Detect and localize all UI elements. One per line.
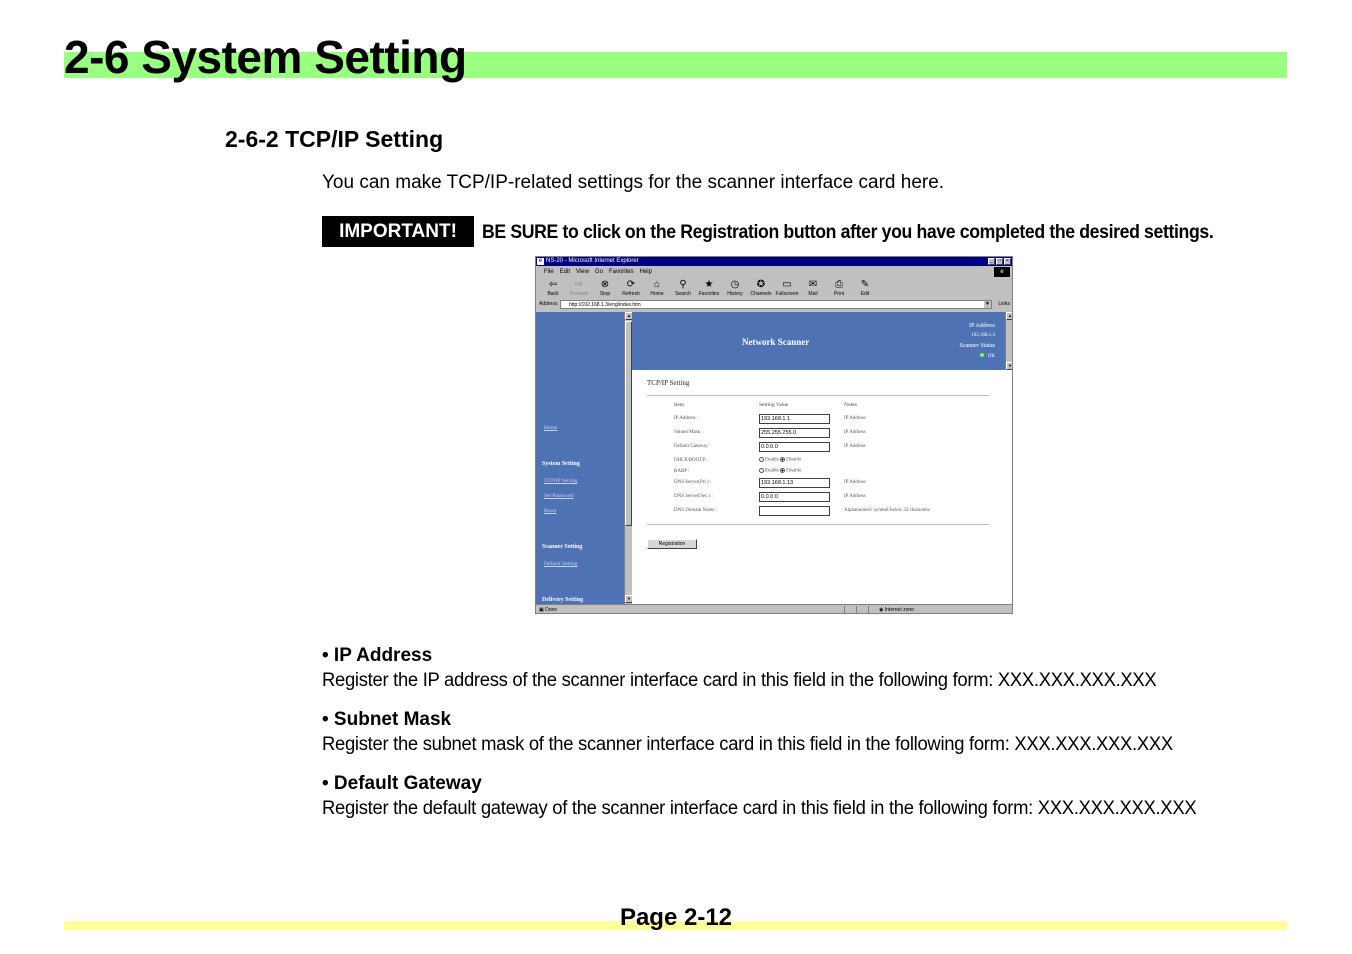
ie-logo-icon: e [994, 267, 1010, 277]
important-badge: IMPORTANT! [322, 216, 474, 247]
sidebar-link-home[interactable]: Home [544, 425, 558, 431]
divider [647, 395, 989, 396]
status-zone: ◉ Internet zone [879, 607, 914, 613]
scroll-down-icon[interactable]: ▼ [625, 595, 633, 603]
field-description: Register the subnet mask of the scanner interface card in this field in the following form: XXX.XXX.XXX.XXX [322, 734, 1173, 755]
browser-toolbar [540, 279, 878, 299]
form-row-dns-domain: DNS Domain Name : Alphanumeric symbol/below 32 characters [632, 505, 1013, 517]
toolbar-forward-button[interactable]: ⇨ Forward [566, 279, 592, 299]
column-setting-value: Setting Value [759, 402, 789, 408]
sidebar-link-reset[interactable]: Reset [544, 508, 557, 514]
banner-ip-label: IP Address [969, 323, 995, 329]
page-number: Page 2-12 [619, 904, 733, 931]
address-value: http://192.168.1.3/eng/index.htm [569, 302, 641, 308]
sidebar-link-tcpip[interactable]: TCP/IP Setting [544, 478, 578, 484]
browser-menubar [536, 267, 1012, 277]
banner-title: Network Scanner [742, 337, 810, 347]
page-icon: ▣ [539, 607, 544, 613]
status-divider [868, 606, 869, 614]
ip-address-input[interactable]: 192.168.1.1 [759, 414, 830, 424]
favorites-icon: ★ [704, 279, 714, 290]
form-row-dns-primary: DNS Server(Pri.) : 192.168.1.13 IP Address [674, 480, 866, 486]
status-divider [856, 606, 857, 614]
field-description: Register the default gateway of the scanner interface card in this field in the following form: XXX.XXX.XXX.XXX [322, 798, 1197, 819]
registration-button[interactable]: Registration [647, 539, 697, 549]
sidebar-heading-system: System Setting [542, 461, 580, 467]
browser-screenshot [535, 256, 1013, 614]
toolbar-refresh-button[interactable]: ⟳ Refresh [618, 279, 644, 299]
field-subnet-mask [322, 709, 1199, 756]
dhcp-radio-group: Enable Disable [759, 457, 801, 463]
search-icon: ⚲ [679, 279, 687, 290]
dns-primary-input[interactable]: 192.168.1.13 [759, 478, 830, 488]
field-title: • IP Address [322, 645, 433, 666]
rarp-radio-group: Enable Disable [759, 468, 801, 474]
rarp-disable-radio[interactable] [780, 468, 785, 473]
toolbar-favorites-button[interactable]: ★ Favorites [696, 279, 722, 299]
dns-secondary-input[interactable]: 0.0.0.0 [759, 492, 830, 502]
form-row-dhcp-bootp: DHCP/BOOTP : Enable Disable [674, 457, 802, 463]
toolbar-edit-button[interactable]: ✎ Edit [852, 279, 878, 299]
mail-icon: ✉ [808, 279, 818, 290]
menu-edit[interactable]: Edit [559, 269, 571, 275]
scanner-banner [632, 312, 1005, 370]
dns-domain-input[interactable] [759, 506, 830, 516]
menu-help[interactable]: Help [639, 269, 652, 275]
chevron-down-icon[interactable]: ▼ [985, 301, 990, 307]
banner-status-label: Scanner Status [959, 343, 995, 349]
section-title: 2-6-2 TCP/IP Setting [225, 126, 444, 152]
sidebar-link-default-setting[interactable]: Default Setting [544, 561, 578, 567]
banner-ip-value: 192.168.1.3 [971, 333, 995, 338]
toolbar-fullscreen-button[interactable]: ▭ Fullscreen [775, 279, 799, 297]
default-gateway-input[interactable]: 0.0.0.0 [759, 442, 830, 452]
dhcp-disable-radio[interactable] [780, 457, 785, 462]
print-icon: ⎙ [835, 279, 843, 290]
globe-icon: ◉ [879, 607, 884, 613]
edit-icon: ✎ [860, 279, 870, 290]
form-row-ip-address: IP Address : 192.168.1.1 IP Address [674, 416, 866, 422]
form-heading: TCP/IP Setting [647, 379, 690, 387]
toolbar-mail-button[interactable]: ✉ Mail [800, 279, 826, 299]
status-ok-icon [980, 353, 984, 357]
minimize-icon[interactable]: _ [988, 258, 995, 265]
sidebar-heading-scanner: Scanner Setting [542, 544, 583, 550]
important-text: BE SURE to click on the Registration button after you have completed the desired settings. [482, 222, 1214, 243]
intro-text: You can make TCP/IP-related settings for the scanner interface card here. [322, 172, 945, 193]
toolbar-home-button[interactable]: ⌂ Home [644, 279, 670, 299]
form-row-rarp: RARP : Enable Disable [674, 468, 802, 474]
tcpip-form [632, 370, 1013, 604]
menu-view[interactable]: View [576, 269, 589, 275]
column-notes: Notes [844, 402, 857, 408]
window-buttons [988, 258, 1011, 265]
form-row-default-gateway: Default Gateway : 0.0.0.0 IP Address [674, 444, 866, 450]
toolbar-search-button[interactable]: ⚲ Search [670, 279, 696, 299]
scroll-up-icon[interactable]: ▲ [625, 312, 633, 320]
address-input[interactable] [560, 300, 992, 309]
dhcp-enable-radio[interactable] [759, 457, 764, 462]
maximize-icon[interactable]: □ [997, 258, 1002, 264]
toolbar-history-button[interactable]: ◷ History [722, 279, 748, 299]
field-title: • Subnet Mask [322, 709, 452, 730]
channels-icon: ✪ [756, 279, 766, 290]
divider [647, 524, 989, 525]
field-default-gateway [322, 773, 1223, 820]
sidebar-heading-delivery: Delivery Setting [542, 597, 584, 603]
form-row-dns-secondary: DNS Server(Sec.) : 0.0.0.0 IP Address [674, 494, 866, 500]
scroll-up-icon[interactable]: ▲ [1006, 312, 1013, 320]
links-button[interactable]: Links [998, 301, 1010, 307]
menu-go[interactable]: Go [594, 269, 603, 275]
banner-scrollbar[interactable] [1005, 312, 1013, 370]
field-description: Register the IP address of the scanner interface card in this field in the following form: XXX.XXX.XXX.XXX [322, 670, 1157, 691]
home-icon: ⌂ [653, 279, 661, 290]
toolbar-back-button[interactable]: ⇦ Back [540, 279, 566, 299]
column-item: Item [674, 402, 685, 408]
refresh-icon: ⟳ [626, 279, 636, 290]
history-icon: ◷ [730, 279, 740, 290]
scroll-thumb[interactable] [625, 321, 632, 526]
ie-icon: e [538, 258, 543, 264]
browser-titlebar [536, 257, 1012, 266]
toolbar-channels-button[interactable]: ✪ Channels [748, 279, 774, 299]
form-row-subnet-mask: Subnet Mask : 255.255.255.0 IP Address [674, 430, 866, 436]
subnet-mask-input[interactable]: 255.255.255.0 [759, 428, 830, 438]
rarp-enable-radio[interactable] [759, 468, 764, 473]
sidebar-link-set-password[interactable]: Set Password [544, 493, 574, 499]
fullscreen-icon: ▭ [782, 279, 792, 290]
address-label: Address [539, 301, 558, 307]
forward-arrow-icon: ⇨ [574, 279, 584, 290]
browser-window-title: NS-20 - Microsoft Internet Explorer [546, 258, 639, 264]
menu-file[interactable]: File [544, 269, 554, 275]
nav-sidebar [536, 312, 624, 604]
toolbar-print-button[interactable]: ⎙ Print [826, 279, 852, 299]
sidebar-scrollbar[interactable] [624, 312, 632, 604]
banner-status-value: OK [980, 353, 995, 359]
status-done: ▣ Done [539, 607, 558, 613]
browser-statusbar [536, 604, 1012, 614]
field-ip-address [322, 645, 1182, 692]
field-title: • Default Gateway [322, 773, 482, 794]
page-title: 2-6 System Setting [64, 31, 467, 83]
stop-icon: ⊗ [600, 279, 610, 290]
address-bar [536, 299, 1012, 310]
scroll-down-icon[interactable]: ▼ [1006, 362, 1013, 370]
back-arrow-icon: ⇦ [548, 279, 558, 290]
toolbar-stop-button[interactable]: ⊗ Stop [592, 279, 618, 299]
status-divider [844, 606, 845, 614]
menu-favorites[interactable]: Favorites [608, 269, 634, 275]
close-icon[interactable]: × [1004, 258, 1011, 265]
